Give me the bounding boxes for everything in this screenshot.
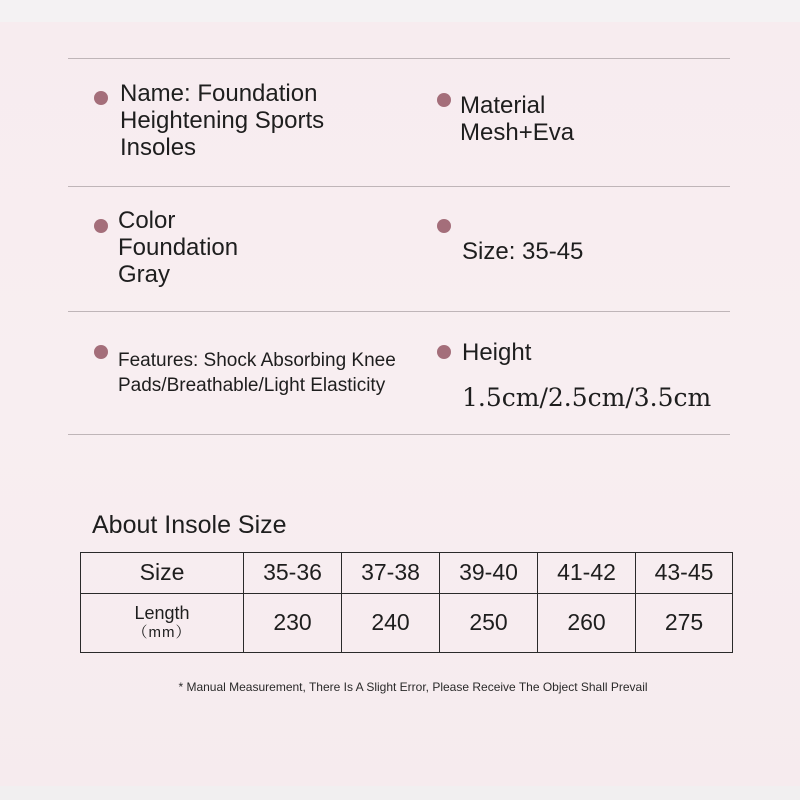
size-cell: 41-42 [538,553,636,594]
spec-features-line: Pads/Breathable/Light Elasticity [118,375,386,396]
spec-name-line: Insoles [120,134,197,161]
spec-material [460,92,574,146]
length-unit: （mm） [132,623,192,641]
spec-material-line: Material [460,92,546,119]
spec-size: Size: 35-45 [462,238,584,265]
size-header: Size [81,553,244,594]
length-cell: 240 [342,593,440,652]
size-section-title: About Insole Size [92,511,287,539]
spec-height-value: 1.5cm/2.5cm/3.5cm [462,383,712,412]
divider [68,186,730,187]
bullet-icon [94,345,108,359]
size-cell: 35-36 [244,553,342,594]
table-row [81,553,733,594]
length-cell: 250 [440,593,538,652]
length-cell: 275 [636,593,733,652]
table-row [81,593,733,652]
bullet-icon [437,93,451,107]
divider [68,58,730,59]
size-table [80,552,733,653]
spec-material-line: Mesh+Eva [460,119,575,146]
length-cell: 230 [244,593,342,652]
bullet-icon [94,91,108,105]
spec-name-line: Heightening Sports [120,107,325,134]
spec-color-line: Foundation [118,234,239,261]
spec-color-line: Color [118,207,176,234]
bullet-icon [437,345,451,359]
length-cell: 260 [538,593,636,652]
bullet-icon [94,219,108,233]
divider [68,311,730,312]
spec-name [120,80,324,161]
size-cell: 39-40 [440,553,538,594]
top-border [0,0,800,22]
size-cell: 37-38 [342,553,440,594]
length-header: Length [134,602,190,623]
size-cell: 43-45 [636,553,733,594]
spec-features-line: Features: Shock Absorbing Knee [118,350,396,371]
bottom-border [0,786,800,800]
bullet-icon [437,219,451,233]
measurement-note: * Manual Measurement, There Is A Slight Error, Please Receive The Object Shall Prevail [178,680,648,694]
spec-name-line: Name: Foundation [120,80,318,107]
spec-height-label: Height [462,339,532,366]
length-header-cell [81,593,244,652]
divider [68,434,730,435]
spec-features [118,348,396,398]
spec-color [118,207,238,288]
spec-color-line: Gray [118,261,171,288]
